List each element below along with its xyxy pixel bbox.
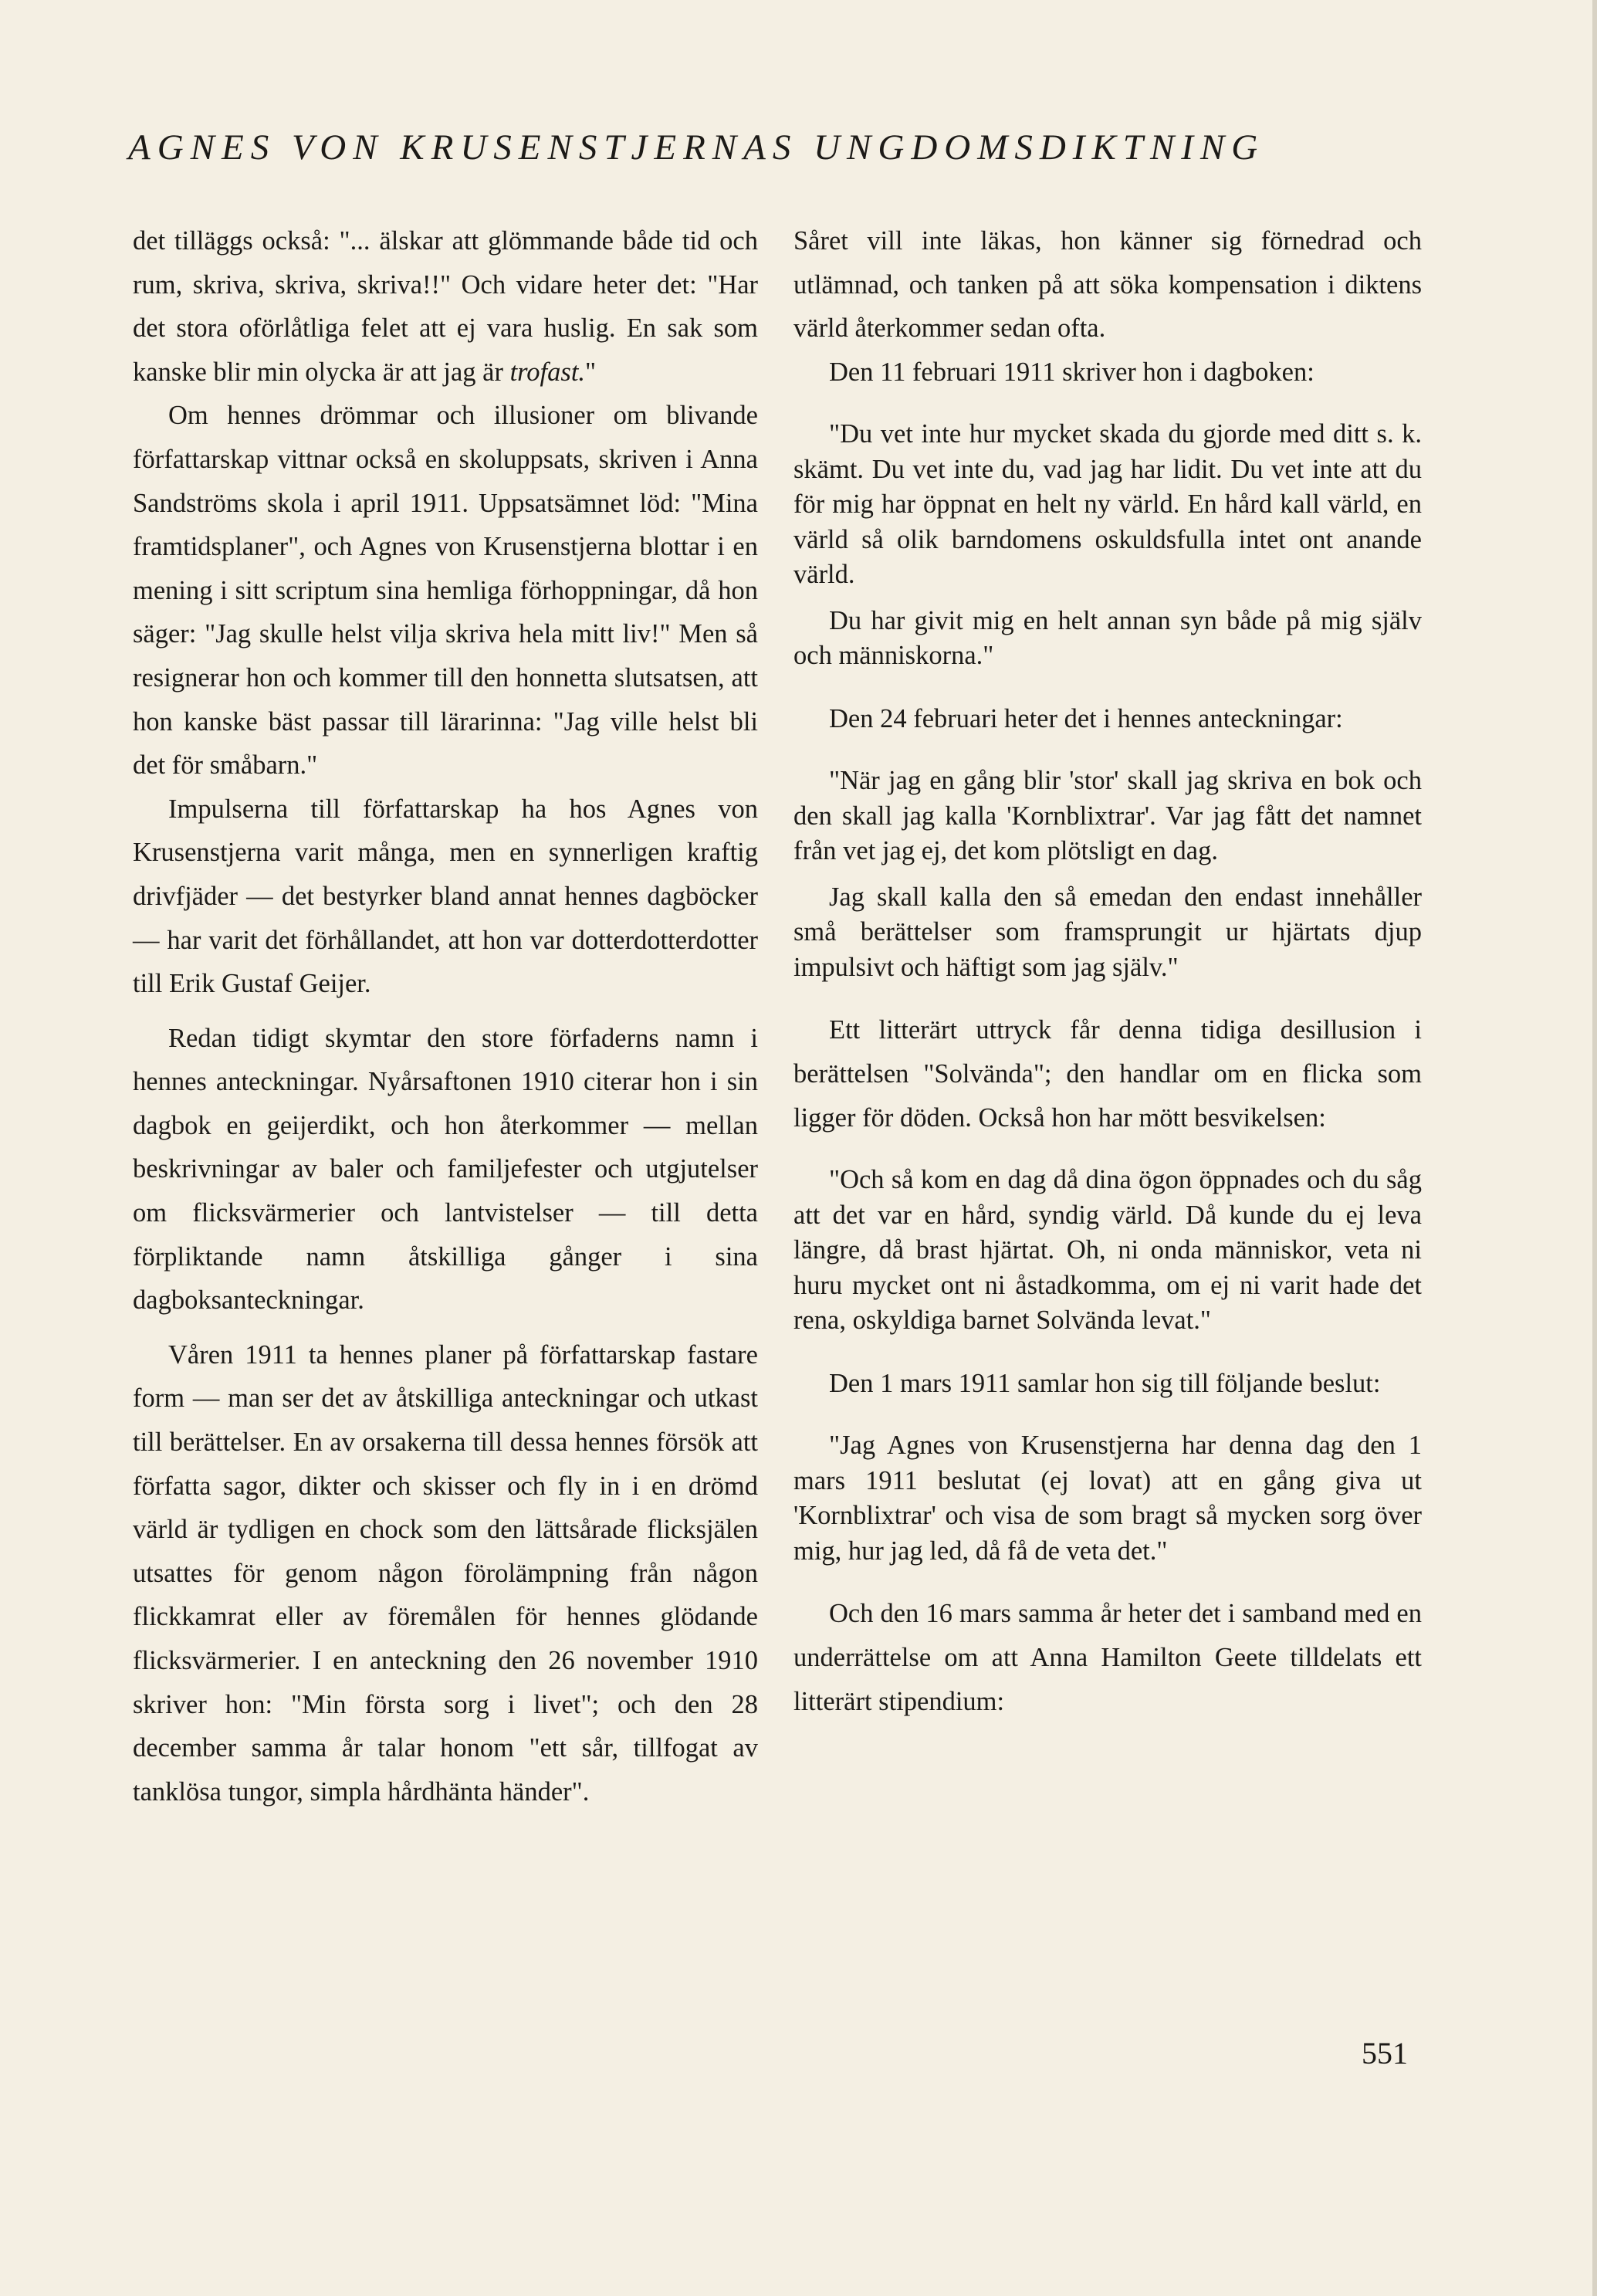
left-paragraph-3: Impulserna till författarskap ha hos Agnes von Krusenstjerna varit många, men en synnerligen kraftig drivfjäder — det bestyrker bland annat hennes dagböcker — har varit det förhållandet, att hon var dotterdotterdotter till Erik Gustaf Geijer. [133, 794, 758, 999]
diary-quote-6: "Jag Agnes von Krusenstjerna har denna dag den 1 mars 1911 beslutat (ej lovat) att en gång giva ut 'Kornblixtrar' och visa de som bragt så mycken sorg över mig, hur jag led, då få de veta det." [793, 1431, 1422, 1566]
page-number: 551 [1362, 2036, 1408, 2071]
right-paragraph-1: Såret vill inte läkas, hon känner sig förnedrad och utlämnad, och tanken på att söka kompensation i diktens värld återkommer sedan ofta. [793, 226, 1422, 344]
diary-quote-5: "Och så kom en dag då dina ögon öppnades och du såg att det var en hård, syndig värld. Då kunde du ej leva längre, då brast hjärtat. Oh, ni onda människor, veta ni huru mycket ont ni åstadkomma, om ej ni varit hade det rena, oskyldiga barnet Solvända levat." [793, 1165, 1422, 1336]
right-paragraph-3: Den 24 februari heter det i hennes anteckningar: [829, 703, 1343, 733]
diary-quote-3: "När jag en gång blir 'stor' skall jag skriva en bok och den skall jag kalla 'Kornblixtrar'. Var jag fått det namnet från vet jag ej, det kom plötsligt en dag. [793, 766, 1422, 866]
right-paragraph-4: Ett litterärt uttryck får denna tidiga desillusion i berättelsen "Solvända"; den handlar om en flicka som ligger för döden. Också hon har mött besvikelsen: [793, 1015, 1422, 1133]
page-edge [1592, 0, 1597, 2296]
left-paragraph-4: Redan tidigt skymtar den store förfaderns namn i hennes anteckningar. Nyårsaftonen 1910 citerar hon i sin dagbok en geijerdikt, och hon återkommer — mellan beskrivningar av baler och familjefester och utgjutelser om flicksvärmerier och lantvistelser — till detta förpliktande namn åtskilliga gånger i sina dagboksanteckningar. [133, 1023, 758, 1316]
left-column [133, 219, 758, 1813]
right-paragraph-2: Den 11 februari 1911 skriver hon i dagboken: [829, 357, 1314, 387]
left-paragraph-2: Om hennes drömmar och illusioner om blivande författarskap vittnar också en skoluppsats, skriven i Anna Sandströms skola i april 1911. Uppsatsämnet löd: "Mina framtidsplaner", och Agnes von Krusenstjerna blottar i en mening i sitt scriptum sina hemliga förhoppningar, då hon säger: "Jag skulle helst vilja skriva hela mitt liv!" Men så resignerar hon och kommer till den honnetta slutsatsen, att hon kanske bäst passar till lärarinna: "Jag ville helst bli det för småbarn." [133, 401, 758, 781]
left-paragraph-1-text-a: det tilläggs också: "... älskar att glömmande både tid och rum, skriva, skriva, skriva!!" Och vidare heter det: "Har det stora oförlåtliga felet att ej vara huslig. En sak som kanske blir min olycka är att jag är [133, 226, 758, 387]
diary-quote-2: Du har givit mig en helt annan syn både på mig själv och människorna." [793, 605, 1422, 671]
left-paragraph-1 [133, 219, 758, 394]
left-paragraph-5: Våren 1911 ta hennes planer på författarskap fastare form — man ser det av åtskilliga anteckningar och utkast till berättelser. En av orsakerna till dessa hennes försök att författa sagor, dikter och skisser och fly in i en drömd värld är tydligen en chock som den lättsårade flicksjälen utsattes för genom någon förolämpning från någon flickkamrat eller av föremålen för hennes glödande flicksvärmerier. I en anteckning den 26 november 1910 skriver hon: "Min första sorg i livet"; och den 28 december samma år talar honom "ett sår, tillfogat av tanklösa tungor, simpla hårdhänta händer". [133, 1339, 758, 1807]
running-head: AGNES VON KRUSENSTJERNAS UNGDOMSDIKTNING [128, 127, 1265, 168]
right-column [793, 219, 1422, 1723]
diary-quote-4: Jag skall kalla den så emedan den endast innehåller små berättelser som framsprungit ur hjärtats djup impulsivt och häftigt som jag själv." [793, 882, 1422, 982]
right-paragraph-6: Och den 16 mars samma år heter det i samband med en underrättelse om att Anna Hamilton Geete tilldelats ett litterärt stipendium: [793, 1599, 1422, 1716]
right-paragraph-5: Den 1 mars 1911 samlar hon sig till följande beslut: [829, 1368, 1381, 1398]
diary-quote-1: "Du vet inte hur mycket skada du gjorde med ditt s. k. skämt. Du vet inte du, vad jag har lidit. Du vet inte att du för mig har öppnat en helt ny värld. En hård kall värld, en värld så olik barndomens oskuldsfulla intet ont anande värld. [793, 419, 1422, 590]
left-paragraph-1-emphasis: trofast. [509, 357, 586, 387]
left-paragraph-1-text-b: " [585, 357, 597, 387]
